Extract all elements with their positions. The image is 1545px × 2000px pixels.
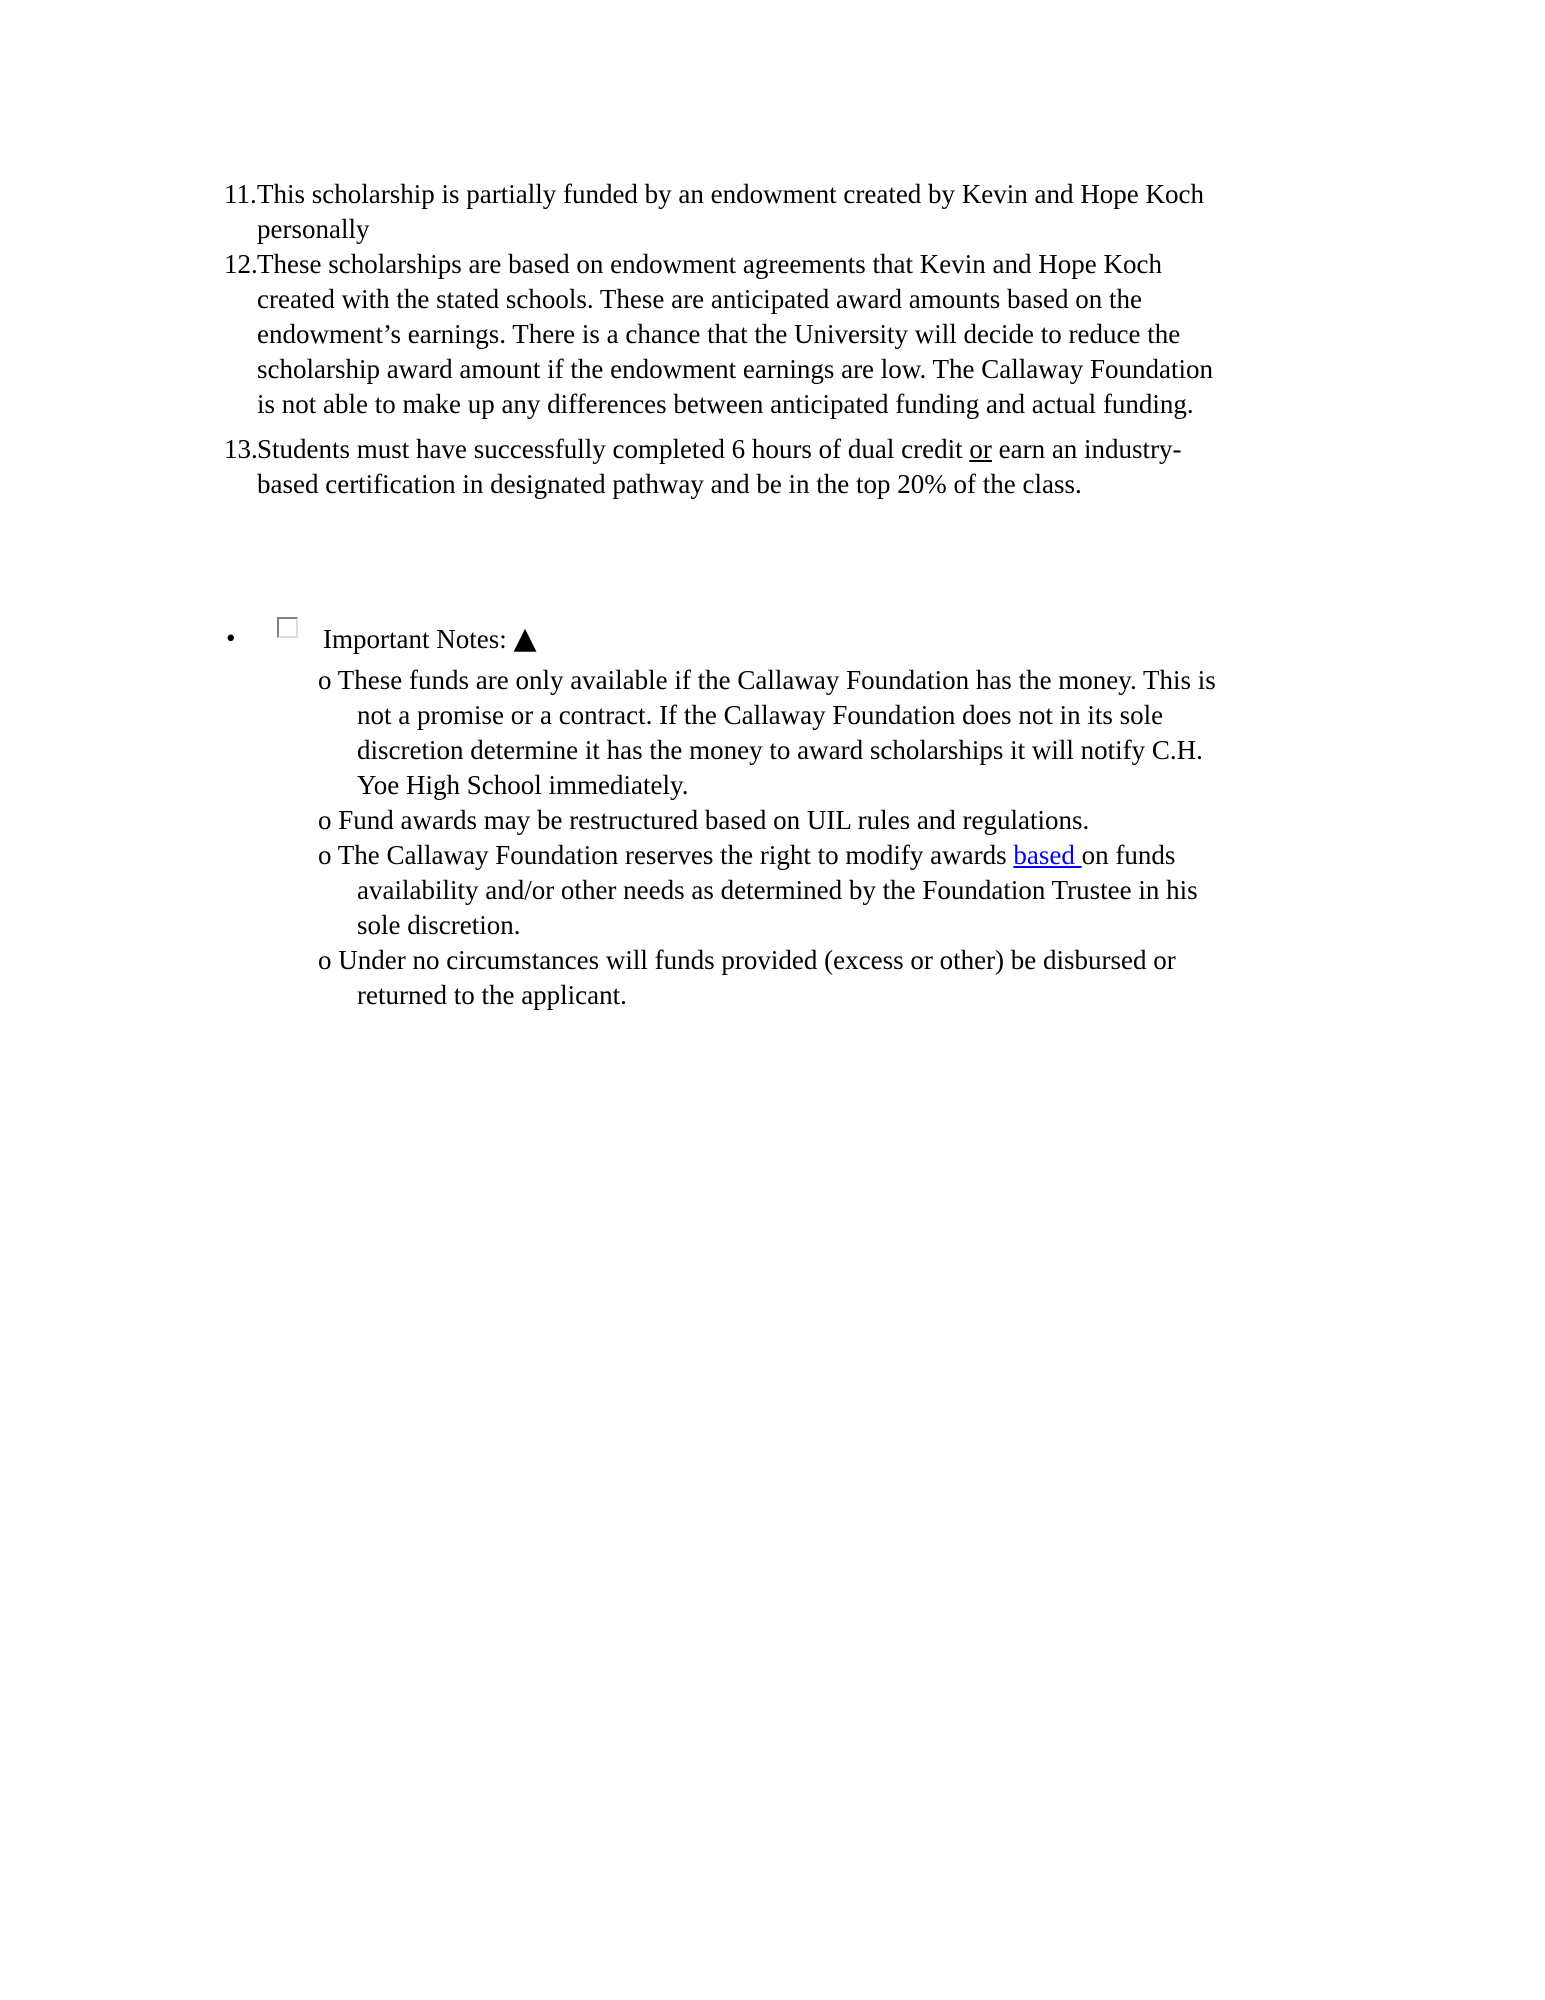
text-segment: The Callaway Foundation reserves the right to modify awards	[337, 840, 1014, 870]
note-text-line	[0, 873, 1545, 908]
important-notes-section	[0, 621, 1545, 1013]
numbered-list-item	[0, 432, 1545, 502]
bullet-icon: •	[226, 623, 236, 653]
text-line	[0, 282, 1545, 317]
text-segment: This scholarship is partially funded by an endowment created by Kevin and Hope Koch	[257, 179, 1204, 209]
text-segment: is not able to make up any differences between anticipated funding and actual funding.	[257, 389, 1194, 419]
text-segment: Fund awards may be restructured based on UIL rules and regulations.	[338, 805, 1090, 835]
note-text-line	[0, 733, 1545, 768]
note-marker: o	[318, 665, 338, 695]
text-segment: These scholarships are based on endowment agreements that Kevin and Hope Koch	[257, 249, 1162, 279]
note-text-line	[0, 943, 1545, 978]
text-line	[0, 212, 1545, 247]
notes-header	[0, 621, 1545, 656]
numbered-list-item	[0, 177, 1545, 247]
text-segment: sole discretion.	[357, 910, 521, 940]
text-segment: Under no circumstances will funds provided (excess or other) be disbursed or	[338, 945, 1176, 975]
text-line	[0, 317, 1545, 352]
numbered-list-item	[0, 247, 1545, 422]
text-segment: endowment’s earnings. There is a chance that the University will decide to reduce the	[257, 319, 1181, 349]
text-segment: discretion determine it has the money to award scholarships it will notify C.H.	[357, 735, 1203, 765]
text-segment: created with the stated schools. These are anticipated award amounts based on the	[257, 284, 1142, 314]
note-text-line	[0, 803, 1545, 838]
text-line	[0, 387, 1545, 422]
list-number: 11.	[224, 179, 257, 209]
note-text-line	[0, 663, 1545, 698]
text-segment: Important Notes:	[323, 624, 514, 654]
text-segment: or	[969, 434, 992, 464]
note-text-line	[0, 768, 1545, 803]
triangle-icon: ▲	[513, 621, 537, 656]
list-number: 13.	[224, 434, 258, 464]
text-segment: on funds	[1081, 840, 1176, 870]
note-text-line	[0, 978, 1545, 1013]
list-number: 12.	[224, 249, 258, 279]
text-segment: not a promise or a contract. If the Callaway Foundation does not in its sole	[357, 700, 1164, 730]
text-segment: These funds are only available if the Callaway Foundation has the money. This is	[337, 665, 1216, 695]
text-segment: Students must have successfully completed 6 hours of dual credit	[257, 434, 970, 464]
text-segment: personally	[257, 214, 370, 244]
note-marker: o	[318, 805, 339, 835]
text-segment: based certification in designated pathway and be in the top 20% of the class.	[257, 469, 1082, 499]
based-link[interactable]: based	[1013, 840, 1082, 870]
note-text-line	[0, 698, 1545, 733]
text-line	[0, 467, 1545, 502]
notes-heading	[323, 621, 537, 657]
note-marker: o	[318, 945, 339, 975]
note-marker: o	[318, 840, 338, 870]
text-line	[0, 352, 1545, 387]
numbered-list	[0, 177, 1545, 502]
text-segment: earn an industry-	[991, 434, 1182, 464]
text-segment: returned to the applicant.	[357, 980, 627, 1010]
note-text-line	[0, 908, 1545, 943]
notes-items	[0, 663, 1545, 1013]
note-text-line	[0, 838, 1545, 873]
text-segment: availability and/or other needs as determined by the Foundation Trustee in his	[357, 875, 1198, 905]
notes-checkbox[interactable]	[277, 617, 298, 638]
text-segment: scholarship award amount if the endowment earnings are low. The Callaway Foundation	[257, 354, 1213, 384]
text-segment: Yoe High School immediately.	[357, 770, 689, 800]
